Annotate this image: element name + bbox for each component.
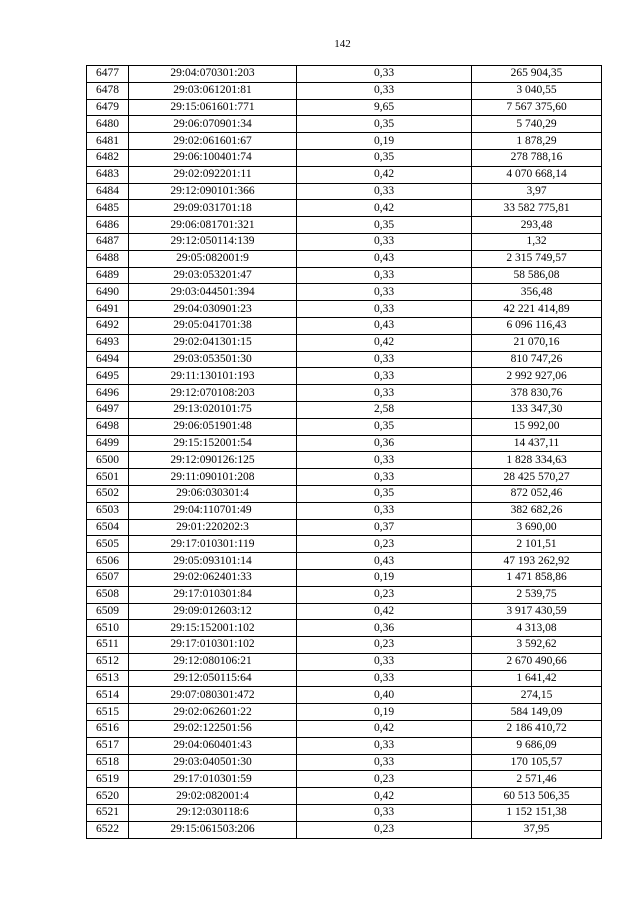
row-number-cell: 6514 bbox=[87, 687, 129, 704]
value-cell: 14 437,11 bbox=[472, 435, 602, 452]
cadastral-number-cell: 29:03:061201:81 bbox=[129, 82, 297, 99]
rate-cell: 0,35 bbox=[297, 418, 472, 435]
value-cell: 33 582 775,81 bbox=[472, 200, 602, 217]
rate-cell: 0,42 bbox=[297, 721, 472, 738]
value-cell: 58 586,08 bbox=[472, 267, 602, 284]
cadastral-number-cell: 29:02:062601:22 bbox=[129, 704, 297, 721]
cadastral-number-cell: 29:12:050115:64 bbox=[129, 670, 297, 687]
row-number-cell: 6483 bbox=[87, 166, 129, 183]
cadastral-number-cell: 29:06:030301:4 bbox=[129, 485, 297, 502]
rate-cell: 0,43 bbox=[297, 250, 472, 267]
table-row bbox=[87, 771, 602, 788]
table-row bbox=[87, 670, 602, 687]
cadastral-number-cell: 29:13:020101:75 bbox=[129, 401, 297, 418]
table-row bbox=[87, 133, 602, 150]
rate-cell: 0,42 bbox=[297, 788, 472, 805]
row-number-cell: 6480 bbox=[87, 116, 129, 133]
table-row bbox=[87, 485, 602, 502]
rate-cell: 0,33 bbox=[297, 233, 472, 250]
table-row bbox=[87, 368, 602, 385]
cadastral-number-cell: 29:11:090101:208 bbox=[129, 469, 297, 486]
table-row bbox=[87, 99, 602, 116]
table-row bbox=[87, 788, 602, 805]
row-number-cell: 6495 bbox=[87, 368, 129, 385]
value-cell: 3 690,00 bbox=[472, 519, 602, 536]
table-row bbox=[87, 66, 602, 83]
row-number-cell: 6511 bbox=[87, 637, 129, 654]
rate-cell: 0,23 bbox=[297, 821, 472, 838]
cadastral-number-cell: 29:17:010301:59 bbox=[129, 771, 297, 788]
cadastral-number-cell: 29:06:070901:34 bbox=[129, 116, 297, 133]
table-row bbox=[87, 116, 602, 133]
row-number-cell: 6494 bbox=[87, 351, 129, 368]
value-cell: 4 313,08 bbox=[472, 620, 602, 637]
value-cell: 3,97 bbox=[472, 183, 602, 200]
table-row bbox=[87, 586, 602, 603]
table-row bbox=[87, 351, 602, 368]
row-number-cell: 6482 bbox=[87, 149, 129, 166]
row-number-cell: 6479 bbox=[87, 99, 129, 116]
cadastral-number-cell: 29:04:070301:203 bbox=[129, 66, 297, 83]
rate-cell: 0,19 bbox=[297, 704, 472, 721]
rate-cell: 0,23 bbox=[297, 536, 472, 553]
cadastral-number-cell: 29:09:031701:18 bbox=[129, 200, 297, 217]
row-number-cell: 6502 bbox=[87, 485, 129, 502]
value-cell: 2 539,75 bbox=[472, 586, 602, 603]
table-row bbox=[87, 166, 602, 183]
value-cell: 872 052,46 bbox=[472, 485, 602, 502]
value-cell: 274,15 bbox=[472, 687, 602, 704]
cadastral-number-cell: 29:09:012603:12 bbox=[129, 603, 297, 620]
rate-cell: 0,40 bbox=[297, 687, 472, 704]
table-row bbox=[87, 301, 602, 318]
rate-cell: 0,33 bbox=[297, 284, 472, 301]
row-number-cell: 6498 bbox=[87, 418, 129, 435]
table-row bbox=[87, 721, 602, 738]
row-number-cell: 6517 bbox=[87, 737, 129, 754]
value-cell: 3 592,62 bbox=[472, 637, 602, 654]
rate-cell: 0,42 bbox=[297, 166, 472, 183]
row-number-cell: 6489 bbox=[87, 267, 129, 284]
value-cell: 6 096 116,43 bbox=[472, 317, 602, 334]
rate-cell: 0,33 bbox=[297, 469, 472, 486]
rate-cell: 0,33 bbox=[297, 301, 472, 318]
row-number-cell: 6516 bbox=[87, 721, 129, 738]
value-cell: 356,48 bbox=[472, 284, 602, 301]
cadastral-number-cell: 29:06:100401:74 bbox=[129, 149, 297, 166]
table-row bbox=[87, 821, 602, 838]
table-row bbox=[87, 149, 602, 166]
rate-cell: 0,42 bbox=[297, 334, 472, 351]
table-row bbox=[87, 569, 602, 586]
row-number-cell: 6501 bbox=[87, 469, 129, 486]
table-row bbox=[87, 452, 602, 469]
rate-cell: 0,33 bbox=[297, 66, 472, 83]
rate-cell: 0,33 bbox=[297, 805, 472, 822]
row-number-cell: 6493 bbox=[87, 334, 129, 351]
rate-cell: 0,35 bbox=[297, 149, 472, 166]
records-table bbox=[86, 65, 602, 839]
row-number-cell: 6488 bbox=[87, 250, 129, 267]
rate-cell: 0,35 bbox=[297, 485, 472, 502]
rate-cell: 0,43 bbox=[297, 317, 472, 334]
row-number-cell: 6497 bbox=[87, 401, 129, 418]
row-number-cell: 6515 bbox=[87, 704, 129, 721]
cadastral-number-cell: 29:17:010301:102 bbox=[129, 637, 297, 654]
row-number-cell: 6485 bbox=[87, 200, 129, 217]
cadastral-number-cell: 29:03:044501:394 bbox=[129, 284, 297, 301]
value-cell: 47 193 262,92 bbox=[472, 553, 602, 570]
value-cell: 378 830,76 bbox=[472, 385, 602, 402]
table-row bbox=[87, 233, 602, 250]
value-cell: 2 571,46 bbox=[472, 771, 602, 788]
rate-cell: 0,33 bbox=[297, 670, 472, 687]
value-cell: 1 641,42 bbox=[472, 670, 602, 687]
value-cell: 7 567 375,60 bbox=[472, 99, 602, 116]
rate-cell: 0,43 bbox=[297, 553, 472, 570]
table-row bbox=[87, 284, 602, 301]
table-row bbox=[87, 653, 602, 670]
table-row bbox=[87, 704, 602, 721]
cadastral-number-cell: 29:15:061503:206 bbox=[129, 821, 297, 838]
value-cell: 1 878,29 bbox=[472, 133, 602, 150]
value-cell: 1 471 858,86 bbox=[472, 569, 602, 586]
rate-cell: 0,23 bbox=[297, 586, 472, 603]
table-row bbox=[87, 502, 602, 519]
row-number-cell: 6521 bbox=[87, 805, 129, 822]
row-number-cell: 6491 bbox=[87, 301, 129, 318]
value-cell: 584 149,09 bbox=[472, 704, 602, 721]
value-cell: 293,48 bbox=[472, 217, 602, 234]
rate-cell: 0,33 bbox=[297, 385, 472, 402]
cadastral-number-cell: 29:02:061601:67 bbox=[129, 133, 297, 150]
rate-cell: 0,35 bbox=[297, 116, 472, 133]
table-row bbox=[87, 401, 602, 418]
table-row bbox=[87, 603, 602, 620]
table-row bbox=[87, 553, 602, 570]
cadastral-number-cell: 29:15:152001:54 bbox=[129, 435, 297, 452]
cadastral-number-cell: 29:17:010301:119 bbox=[129, 536, 297, 553]
cadastral-number-cell: 29:12:090101:366 bbox=[129, 183, 297, 200]
cadastral-number-cell: 29:02:122501:56 bbox=[129, 721, 297, 738]
table-row bbox=[87, 334, 602, 351]
table-row bbox=[87, 385, 602, 402]
value-cell: 15 992,00 bbox=[472, 418, 602, 435]
cadastral-number-cell: 29:03:053501:30 bbox=[129, 351, 297, 368]
row-number-cell: 6520 bbox=[87, 788, 129, 805]
row-number-cell: 6504 bbox=[87, 519, 129, 536]
table-row bbox=[87, 805, 602, 822]
row-number-cell: 6518 bbox=[87, 754, 129, 771]
cadastral-number-cell: 29:06:051901:48 bbox=[129, 418, 297, 435]
rate-cell: 0,35 bbox=[297, 217, 472, 234]
value-cell: 278 788,16 bbox=[472, 149, 602, 166]
rate-cell: 0,36 bbox=[297, 435, 472, 452]
cadastral-number-cell: 29:02:062401:33 bbox=[129, 569, 297, 586]
row-number-cell: 6477 bbox=[87, 66, 129, 83]
row-number-cell: 6499 bbox=[87, 435, 129, 452]
row-number-cell: 6508 bbox=[87, 586, 129, 603]
value-cell: 2 315 749,57 bbox=[472, 250, 602, 267]
rate-cell: 0,33 bbox=[297, 502, 472, 519]
value-cell: 42 221 414,89 bbox=[472, 301, 602, 318]
cadastral-number-cell: 29:04:060401:43 bbox=[129, 737, 297, 754]
rate-cell: 0,23 bbox=[297, 637, 472, 654]
value-cell: 4 070 668,14 bbox=[472, 166, 602, 183]
cadastral-number-cell: 29:03:053201:47 bbox=[129, 267, 297, 284]
table-row bbox=[87, 637, 602, 654]
rate-cell: 0,42 bbox=[297, 603, 472, 620]
row-number-cell: 6490 bbox=[87, 284, 129, 301]
row-number-cell: 6519 bbox=[87, 771, 129, 788]
value-cell: 21 070,16 bbox=[472, 334, 602, 351]
value-cell: 265 904,35 bbox=[472, 66, 602, 83]
table-row bbox=[87, 183, 602, 200]
rate-cell: 0,19 bbox=[297, 133, 472, 150]
cadastral-number-cell: 29:12:070108:203 bbox=[129, 385, 297, 402]
value-cell: 5 740,29 bbox=[472, 116, 602, 133]
value-cell: 9 686,09 bbox=[472, 737, 602, 754]
table-row bbox=[87, 217, 602, 234]
records-table-body bbox=[87, 66, 602, 839]
row-number-cell: 6509 bbox=[87, 603, 129, 620]
page-number: 142 bbox=[334, 38, 351, 50]
row-number-cell: 6522 bbox=[87, 821, 129, 838]
rate-cell: 9,65 bbox=[297, 99, 472, 116]
value-cell: 28 425 570,27 bbox=[472, 469, 602, 486]
value-cell: 382 682,26 bbox=[472, 502, 602, 519]
row-number-cell: 6481 bbox=[87, 133, 129, 150]
value-cell: 2 101,51 bbox=[472, 536, 602, 553]
value-cell: 2 670 490,66 bbox=[472, 653, 602, 670]
rate-cell: 2,58 bbox=[297, 401, 472, 418]
table-row bbox=[87, 469, 602, 486]
table-row bbox=[87, 267, 602, 284]
rate-cell: 0,19 bbox=[297, 569, 472, 586]
rate-cell: 0,33 bbox=[297, 368, 472, 385]
table-row bbox=[87, 519, 602, 536]
value-cell: 3 917 430,59 bbox=[472, 603, 602, 620]
row-number-cell: 6513 bbox=[87, 670, 129, 687]
cadastral-number-cell: 29:15:061601:771 bbox=[129, 99, 297, 116]
rate-cell: 0,33 bbox=[297, 183, 472, 200]
cadastral-number-cell: 29:06:081701:321 bbox=[129, 217, 297, 234]
row-number-cell: 6510 bbox=[87, 620, 129, 637]
cadastral-number-cell: 29:01:220202:3 bbox=[129, 519, 297, 536]
row-number-cell: 6506 bbox=[87, 553, 129, 570]
row-number-cell: 6486 bbox=[87, 217, 129, 234]
cadastral-number-cell: 29:05:082001:9 bbox=[129, 250, 297, 267]
table-row bbox=[87, 317, 602, 334]
table-row bbox=[87, 536, 602, 553]
cadastral-number-cell: 29:12:050114:139 bbox=[129, 233, 297, 250]
rate-cell: 0,33 bbox=[297, 653, 472, 670]
cadastral-number-cell: 29:04:110701:49 bbox=[129, 502, 297, 519]
row-number-cell: 6484 bbox=[87, 183, 129, 200]
table-row bbox=[87, 418, 602, 435]
cadastral-number-cell: 29:02:041301:15 bbox=[129, 334, 297, 351]
rate-cell: 0,33 bbox=[297, 82, 472, 99]
table-row bbox=[87, 82, 602, 99]
value-cell: 810 747,26 bbox=[472, 351, 602, 368]
cadastral-number-cell: 29:15:152001:102 bbox=[129, 620, 297, 637]
value-cell: 1 828 334,63 bbox=[472, 452, 602, 469]
cadastral-number-cell: 29:05:093101:14 bbox=[129, 553, 297, 570]
rate-cell: 0,23 bbox=[297, 771, 472, 788]
table-row bbox=[87, 250, 602, 267]
row-number-cell: 6505 bbox=[87, 536, 129, 553]
cadastral-number-cell: 29:05:041701:38 bbox=[129, 317, 297, 334]
cadastral-number-cell: 29:03:040501:30 bbox=[129, 754, 297, 771]
rate-cell: 0,33 bbox=[297, 452, 472, 469]
row-number-cell: 6487 bbox=[87, 233, 129, 250]
cadastral-number-cell: 29:17:010301:84 bbox=[129, 586, 297, 603]
rate-cell: 0,33 bbox=[297, 351, 472, 368]
row-number-cell: 6492 bbox=[87, 317, 129, 334]
value-cell: 2 186 410,72 bbox=[472, 721, 602, 738]
value-cell: 3 040,55 bbox=[472, 82, 602, 99]
cadastral-number-cell: 29:12:080106:21 bbox=[129, 653, 297, 670]
value-cell: 2 992 927,06 bbox=[472, 368, 602, 385]
table-row bbox=[87, 200, 602, 217]
table-row bbox=[87, 737, 602, 754]
cadastral-number-cell: 29:02:082001:4 bbox=[129, 788, 297, 805]
row-number-cell: 6500 bbox=[87, 452, 129, 469]
cadastral-number-cell: 29:07:080301:472 bbox=[129, 687, 297, 704]
value-cell: 1 152 151,38 bbox=[472, 805, 602, 822]
table-row bbox=[87, 620, 602, 637]
table-row bbox=[87, 435, 602, 452]
row-number-cell: 6496 bbox=[87, 385, 129, 402]
value-cell: 133 347,30 bbox=[472, 401, 602, 418]
table-row bbox=[87, 687, 602, 704]
value-cell: 1,32 bbox=[472, 233, 602, 250]
rate-cell: 0,42 bbox=[297, 200, 472, 217]
rate-cell: 0,37 bbox=[297, 519, 472, 536]
cadastral-number-cell: 29:12:030118:6 bbox=[129, 805, 297, 822]
value-cell: 170 105,57 bbox=[472, 754, 602, 771]
row-number-cell: 6512 bbox=[87, 653, 129, 670]
cadastral-number-cell: 29:02:092201:11 bbox=[129, 166, 297, 183]
table-row bbox=[87, 754, 602, 771]
rate-cell: 0,36 bbox=[297, 620, 472, 637]
row-number-cell: 6507 bbox=[87, 569, 129, 586]
value-cell: 60 513 506,35 bbox=[472, 788, 602, 805]
value-cell: 37,95 bbox=[472, 821, 602, 838]
row-number-cell: 6503 bbox=[87, 502, 129, 519]
cadastral-number-cell: 29:11:130101:193 bbox=[129, 368, 297, 385]
cadastral-number-cell: 29:12:090126:125 bbox=[129, 452, 297, 469]
rate-cell: 0,33 bbox=[297, 737, 472, 754]
cadastral-number-cell: 29:04:030901:23 bbox=[129, 301, 297, 318]
rate-cell: 0,33 bbox=[297, 754, 472, 771]
row-number-cell: 6478 bbox=[87, 82, 129, 99]
rate-cell: 0,33 bbox=[297, 267, 472, 284]
